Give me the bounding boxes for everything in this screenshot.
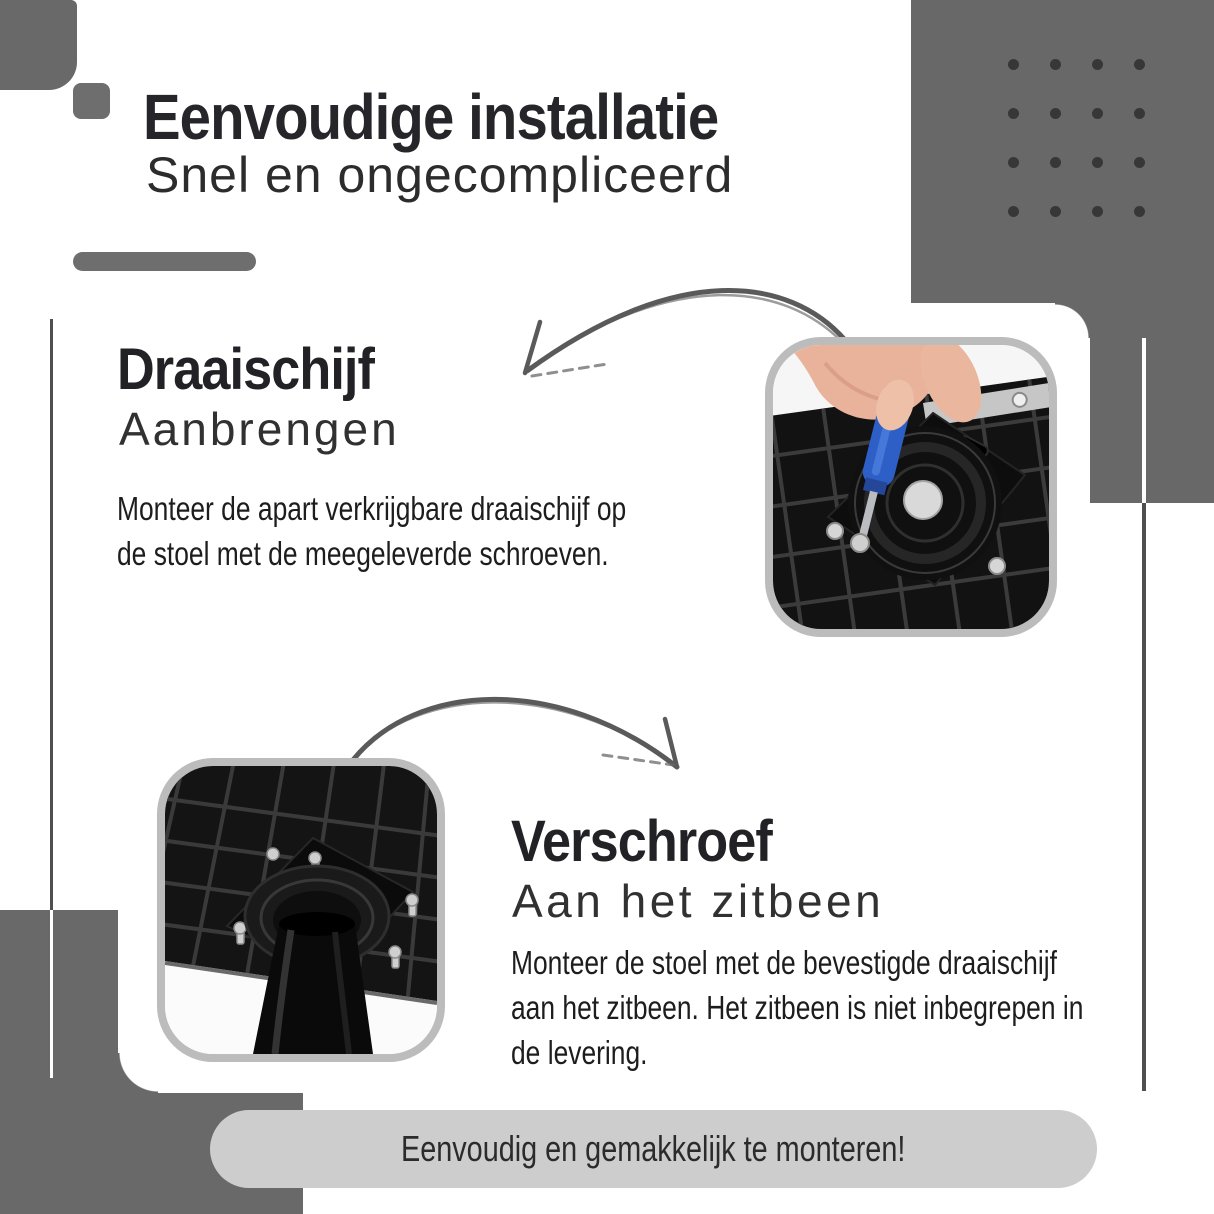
gray-block-elbow-fillet xyxy=(118,1053,158,1093)
corner-shape-top-left xyxy=(0,0,77,90)
section1-heading: Draaischijf xyxy=(117,337,375,402)
small-square-top-left xyxy=(73,83,110,119)
section1-body: Monteer de apart verkrijgbare draaischijf op de stoel met de meegeleverde schroeven. xyxy=(117,490,627,572)
page-title: Eenvoudige installatie xyxy=(143,81,719,153)
section2-body: Monteer de stoel met de bevestigde draaischijf aan het zitbeen. Het zitbeen is niet inbegrepen in de levering. xyxy=(511,944,1084,1071)
gray-block-corner-fillet xyxy=(1055,303,1090,338)
title-underline-bar xyxy=(73,252,256,271)
left-vertical-line-light xyxy=(50,910,53,1078)
section1-subheading: Aanbrengen xyxy=(119,403,400,455)
right-vertical-line xyxy=(1142,503,1146,1091)
stool-underside-pedestal-photo xyxy=(157,758,445,1062)
dot-grid xyxy=(1008,59,1156,217)
footer-banner xyxy=(210,1110,1097,1188)
right-vertical-line-light xyxy=(1142,338,1146,503)
gray-column-bottom-left xyxy=(0,910,118,1100)
swivel-plate-photo-art xyxy=(773,345,1049,629)
page-subtitle: Snel en ongecompliceerd xyxy=(146,147,734,203)
footer-banner-text: Eenvoudig en gemakkelijk te monteren! xyxy=(401,1128,906,1169)
swivel-plate-screwdriver-photo xyxy=(765,337,1057,637)
stool-underside-photo-art xyxy=(165,766,437,1054)
section2-subheading: Aan het zitbeen xyxy=(512,875,885,927)
section2-heading: Verschroef xyxy=(511,809,772,874)
left-vertical-line xyxy=(50,319,53,910)
